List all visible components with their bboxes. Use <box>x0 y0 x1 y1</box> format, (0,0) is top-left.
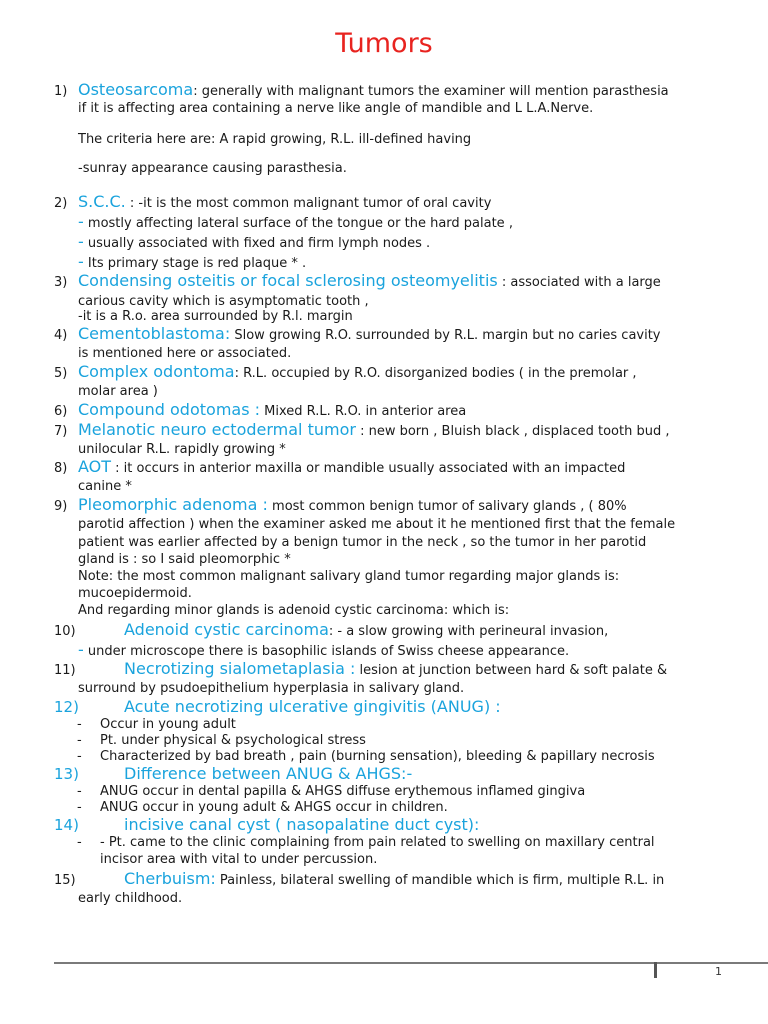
list-item <box>78 622 608 640</box>
bullet-dash: - <box>77 800 82 815</box>
item-number: 14) <box>54 816 79 834</box>
item-number: 7) <box>54 424 68 439</box>
item-text: : R.L. occupied by R.O. disorganized bodies ( in the premolar , <box>234 366 637 381</box>
item-line: is mentioned here or associated. <box>78 346 292 361</box>
footer-tick <box>654 962 657 978</box>
item-line: - Its primary stage is red plaque * . <box>78 252 307 271</box>
item-line: carious cavity which is asymptomatic tooth , <box>78 294 369 309</box>
item-number: 12) <box>54 698 79 716</box>
item-line: - under microscope there is basophilic islands of Swiss cheese appearance. <box>78 640 570 659</box>
item-term: AOT <box>78 457 112 476</box>
dash: - <box>78 252 84 271</box>
item-number: 2) <box>54 196 68 211</box>
item-term: Difference between ANUG & AHGS:- <box>124 764 413 783</box>
bullet-dash: - <box>77 749 82 764</box>
item-text: : it occurs in anterior maxilla or mandible usually associated with an impacted <box>111 461 626 476</box>
dash: - <box>78 640 84 659</box>
item-line: Note: the most common malignant salivary gland tumor regarding major glands is: <box>78 569 620 584</box>
footer-rule <box>54 962 768 964</box>
item-text: Painless, bilateral swelling of mandible which is firm, multiple R.L. in <box>215 873 665 888</box>
item-term: Adenoid cystic carcinoma <box>124 620 329 639</box>
item-line: molar area ) <box>78 384 158 399</box>
bullet-text: Characterized by bad breath , pain (burning sensation), bleeding & papillary necrosis <box>100 749 655 764</box>
dash: - <box>78 212 84 231</box>
item-line: surround by psudoepithelium hyperplasia in salivary gland. <box>78 681 465 696</box>
item-number: 6) <box>54 404 68 419</box>
item-term: Pleomorphic adenoma : <box>78 495 268 514</box>
item-term: Cherbuism: <box>124 869 216 888</box>
bullet-text: Pt. under physical & psychological stress <box>100 733 366 748</box>
item-line: patient was earlier affected by a benign tumor in the neck , so the tumor in her parotid <box>78 535 647 550</box>
item-number: 1) <box>54 84 68 99</box>
item-term: incisive canal cyst ( nasopalatine duct cyst): <box>124 815 480 834</box>
item-number: 3) <box>54 275 68 290</box>
list-item <box>78 766 412 784</box>
list-item <box>78 422 669 440</box>
item-line: unilocular R.L. rapidly growing * <box>78 442 286 457</box>
item-line: - mostly affecting lateral surface of the tongue or the hard palate , <box>78 212 513 231</box>
bullet-text: incisor area with vital to under percussion. <box>100 852 378 867</box>
list-item <box>78 459 625 477</box>
bullet-text: Occur in young adult <box>100 717 236 732</box>
page-number: 1 <box>715 965 722 978</box>
item-line: - usually associated with fixed and firm lymph nodes . <box>78 232 431 251</box>
item-text: lesion at junction between hard & soft palate & <box>355 663 668 678</box>
item-text: Slow growing R.O. surrounded by R.L. margin but no caries cavity <box>230 328 661 343</box>
item-line: And regarding minor glands is adenoid cystic carcinoma: which is: <box>78 603 510 618</box>
item-number: 5) <box>54 366 68 381</box>
bullet-dash: - <box>77 835 82 850</box>
item-line: gland is : so I said pleomorphic * <box>78 552 291 567</box>
item-term: Acute necrotizing ulcerative gingivitis (ANUG) : <box>124 697 501 716</box>
list-item <box>78 699 501 717</box>
bullet-dash: - <box>77 717 82 732</box>
bullet-text: ANUG occur in young adult & AHGS occur in children. <box>100 800 448 815</box>
item-term: Melanotic neuro ectodermal tumor <box>78 420 356 439</box>
item-number: 11) <box>54 663 76 678</box>
item-text: : - a slow growing with perineural invasion, <box>328 624 609 639</box>
item-line: if it is affecting area containing a nerve like angle of mandible and L L.A.Nerve. <box>78 101 594 116</box>
item-line: canine * <box>78 479 132 494</box>
list-item <box>78 661 667 679</box>
list-item <box>78 497 627 515</box>
item-line: mucoepidermoid. <box>78 586 192 601</box>
item-text: most common benign tumor of salivary glands , ( 80% <box>267 499 627 514</box>
bullet-text: - Pt. came to the clinic complaining from pain related to swelling on maxillary central <box>100 835 655 850</box>
item-term: Necrotizing sialometaplasia : <box>124 659 356 678</box>
item-number: 13) <box>54 765 79 783</box>
bullet-dash: - <box>77 784 82 799</box>
list-item <box>78 871 664 889</box>
item-text: Mixed R.L. R.O. in anterior area <box>260 404 467 419</box>
list-item <box>78 817 479 835</box>
list-item <box>78 364 637 382</box>
list-item <box>78 402 466 420</box>
item-term: Compound odotomas : <box>78 400 261 419</box>
item-number: 9) <box>54 499 68 514</box>
item-number: 8) <box>54 461 68 476</box>
item-term: Osteosarcoma <box>78 80 194 99</box>
item-line: The criteria here are: A rapid growing, R.L. ill-defined having <box>78 132 472 147</box>
list-item <box>78 82 669 100</box>
item-text: : -it is the most common malignant tumor of oral cavity <box>125 196 492 211</box>
item-number: 10) <box>54 624 76 639</box>
item-line: -it is a R.o. area surrounded by R.l. margin <box>78 309 353 324</box>
item-term: Complex odontoma <box>78 362 235 381</box>
list-item <box>78 194 491 212</box>
bullet-text: ANUG occur in dental papilla & AHGS diffuse erythemous inflamed gingiva <box>100 784 586 799</box>
item-text: : generally with malignant tumors the examiner will mention parasthesia <box>193 84 669 99</box>
item-text: : new born , Bluish black , displaced tooth bud , <box>355 424 670 439</box>
item-text: : associated with a large <box>497 275 661 290</box>
item-line: early childhood. <box>78 891 183 906</box>
item-term: Cementoblastoma: <box>78 324 231 343</box>
item-number: 15) <box>54 873 76 888</box>
item-line: -sunray appearance causing parasthesia. <box>78 161 347 176</box>
page-title: Tumors <box>335 28 433 59</box>
list-item <box>78 326 661 344</box>
item-line: parotid affection ) when the examiner asked me about it he mentioned first that the female <box>78 517 676 532</box>
item-term: Condensing osteitis or focal sclerosing osteomyelitis <box>78 271 498 290</box>
bullet-dash: - <box>77 733 82 748</box>
list-item <box>78 273 661 291</box>
item-number: 4) <box>54 328 68 343</box>
item-term: S.C.C. <box>78 192 126 211</box>
dash: - <box>78 232 84 251</box>
